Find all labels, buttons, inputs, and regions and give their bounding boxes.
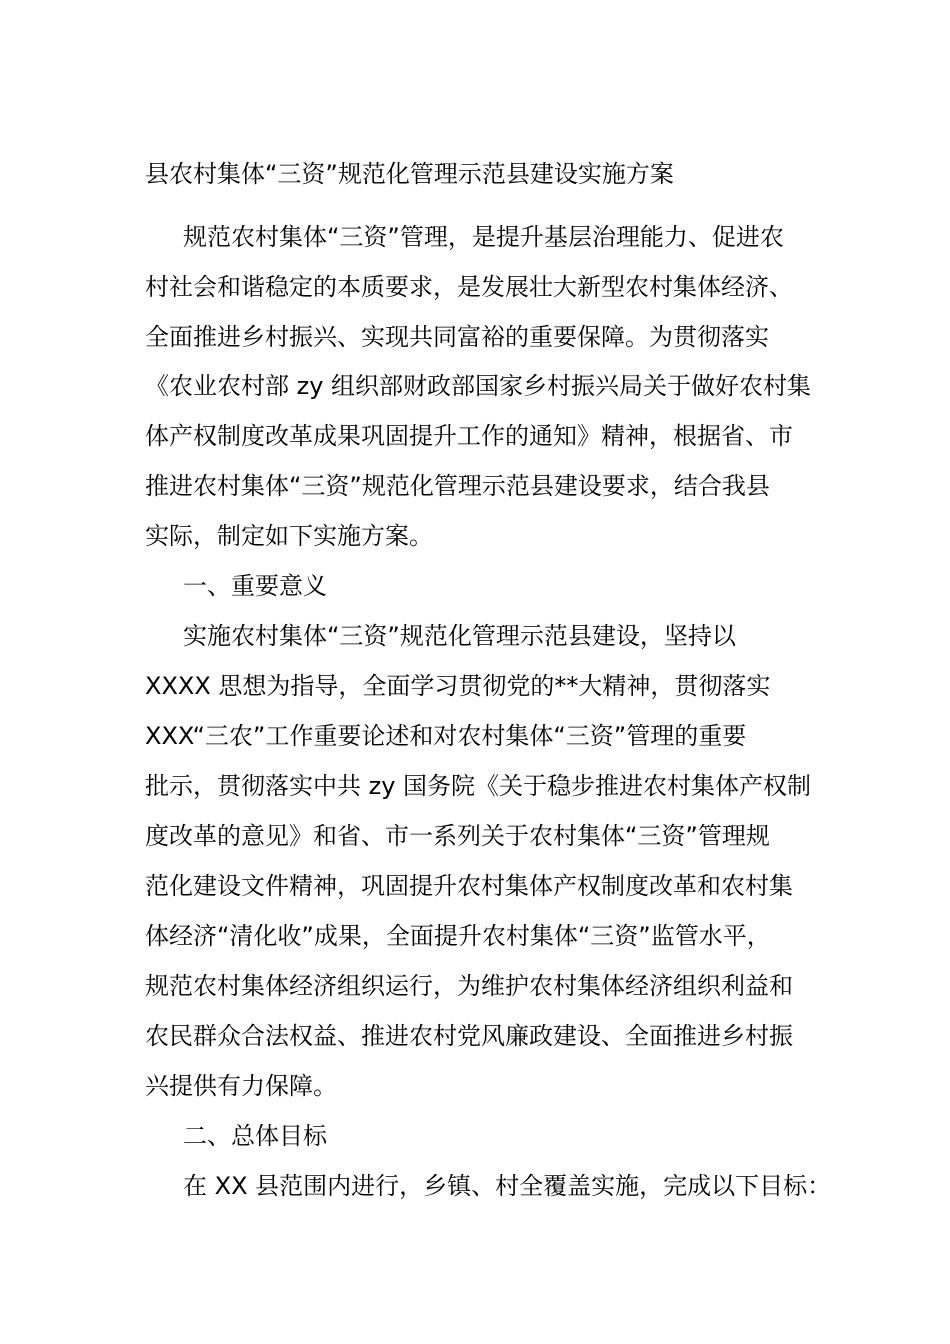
- document-title: 县农村集体“三资”规范化管理示范县建设实施方案: [145, 160, 674, 188]
- text-line-15: 体经济“清化收”成果，全面提升农村集体“三资”监管水平，: [145, 922, 771, 950]
- text-line-20: 在 XX 县范围内进行，乡镇、村全覆盖实施，完成以下目标：: [183, 1172, 832, 1200]
- text-line-14: 范化建设文件精神，巩固提升农村集体产权制度改革和农村集: [145, 872, 793, 900]
- text-line-10: XXXX 思想为指导，全面学习贯彻党的**大精神，贯彻落实: [145, 672, 771, 700]
- text-line-18: 兴提供有力保障。: [145, 1072, 337, 1100]
- text-line-3: 全面推进乡村振兴、实现共同富裕的重要保障。为贯彻落实: [145, 323, 769, 351]
- text-line-17: 农民群众合法权益、推进农村党风廉政建设、全面推进乡村振: [145, 1022, 793, 1050]
- section-heading-2: 二、总体目标: [183, 1122, 327, 1150]
- text-line-11: XXX“三农”工作重要论述和对农村集体“三资”管理的重要: [145, 722, 747, 750]
- text-line-9: 实施农村集体“三资”规范化管理示范县建设，坚持以: [183, 622, 736, 650]
- text-line-4: 《农业农村部 zy 组织部财政部国家乡村振兴局关于做好农村集: [145, 372, 812, 400]
- text-line-13: 度改革的意见》和省、市一系列关于农村集体“三资”管理规: [145, 822, 770, 850]
- text-line-12: 批示，贯彻落实中共 zy 国务院《关于稳步推进农村集体产权制: [145, 772, 812, 800]
- text-line-7: 实际，制定如下实施方案。: [145, 522, 433, 550]
- text-line-1: 规范农村集体“三资”管理，是提升基层治理能力、促进农: [183, 223, 784, 251]
- text-line-5: 体产权制度改革成果巩固提升工作的通知》精神，根据省、市: [145, 422, 793, 450]
- section-heading-1: 一、重要意义: [183, 572, 327, 600]
- text-line-16: 规范农村集体经济组织运行，为维护农村集体经济组织利益和: [145, 972, 793, 1000]
- text-line-6: 推进农村集体“三资”规范化管理示范县建设要求，结合我县: [145, 472, 770, 500]
- text-line-2: 村社会和谐稳定的本质要求，是发展壮大新型农村集体经济、: [145, 273, 793, 301]
